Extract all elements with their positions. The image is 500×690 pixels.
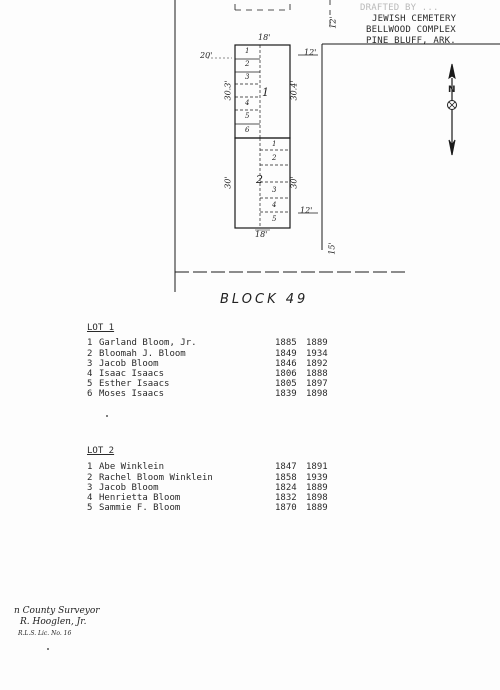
list-item: 2 Bloomah J. Bloom 1849 1934 (87, 349, 328, 359)
header-faded-line: DRAFTED BY ... (360, 3, 439, 13)
grave-number: 5 (272, 215, 277, 223)
surveyor-license: R.L.S. Lic. No. 16 (18, 630, 72, 637)
grave-number: 3 (272, 186, 277, 194)
grave-number: 2 (245, 60, 250, 68)
dim-lot2-left: 30' (223, 176, 233, 189)
list-item: 3 Jacob Bloom 1824 1889 (87, 483, 328, 493)
lot-1-heading: LOT 1 (87, 323, 115, 333)
grave-number: 2 (272, 154, 277, 162)
dim-lot2-right: 30' (289, 176, 299, 189)
grave-number: 4 (245, 99, 250, 107)
north-label: N (448, 85, 456, 95)
surveyor-name: R. Hooglen, Jr. (20, 617, 87, 627)
list-item: 2 Rachel Bloom Winklein 1858 1939 (87, 473, 328, 483)
grave-number: 4 (272, 201, 277, 209)
dim-right-offset-low: 15' (327, 242, 337, 255)
list-item: 1 Garland Bloom, Jr. 1885 1889 (87, 338, 328, 348)
stray-mark (47, 648, 49, 650)
block-title: BLOCK 49 (220, 292, 309, 307)
surveyor-title: n County Surveyor (14, 606, 100, 616)
dim-right-offset-mid: 12' (300, 206, 313, 215)
grave-number: 6 (245, 126, 250, 134)
stray-mark (106, 415, 108, 417)
list-item: 3 Jacob Bloom 1846 1892 (87, 359, 328, 369)
dim-left-offset: 20' (200, 51, 213, 60)
dim-top-corner: 12' (328, 16, 338, 29)
dim-bottom-width: 18' (255, 230, 268, 239)
grave-number: 1 (245, 47, 250, 55)
surveyor-signature (14, 606, 100, 639)
list-item: 1 Abe Winklein 1847 1891 (87, 462, 328, 472)
north-arrow-icon (448, 64, 457, 155)
header-line-3: PINE BLUFF, ARK. (366, 36, 456, 46)
header-line-1: JEWISH CEMETERY (372, 14, 457, 24)
lot-2-heading: LOT 2 (87, 446, 115, 456)
list-item: 4 Isaac Isaacs 1806 1888 (87, 369, 328, 379)
dim-lot1-left: 30.3' (223, 80, 233, 101)
dim-right-offset-top: 12' (304, 48, 317, 57)
list-item: 5 Esther Isaacs 1805 1897 (87, 379, 328, 389)
grave-number: 3 (245, 73, 250, 81)
lot-2-label: 2 (256, 173, 263, 186)
list-item: 4 Henrietta Bloom 1832 1898 (87, 493, 328, 503)
list-item: 6 Moses Isaacs 1839 1898 (87, 389, 328, 399)
plat-map (0, 0, 500, 300)
lot-1-label: 1 (262, 86, 269, 99)
grave-number: 1 (272, 140, 277, 148)
header-line-2: BELLWOOD COMPLEX (366, 25, 456, 35)
dim-top-width: 18' (258, 33, 271, 42)
dim-lot1-right: 30.4' (289, 80, 299, 101)
list-item: 5 Sammie F. Bloom 1870 1889 (87, 503, 328, 513)
grave-number: 5 (245, 112, 250, 120)
